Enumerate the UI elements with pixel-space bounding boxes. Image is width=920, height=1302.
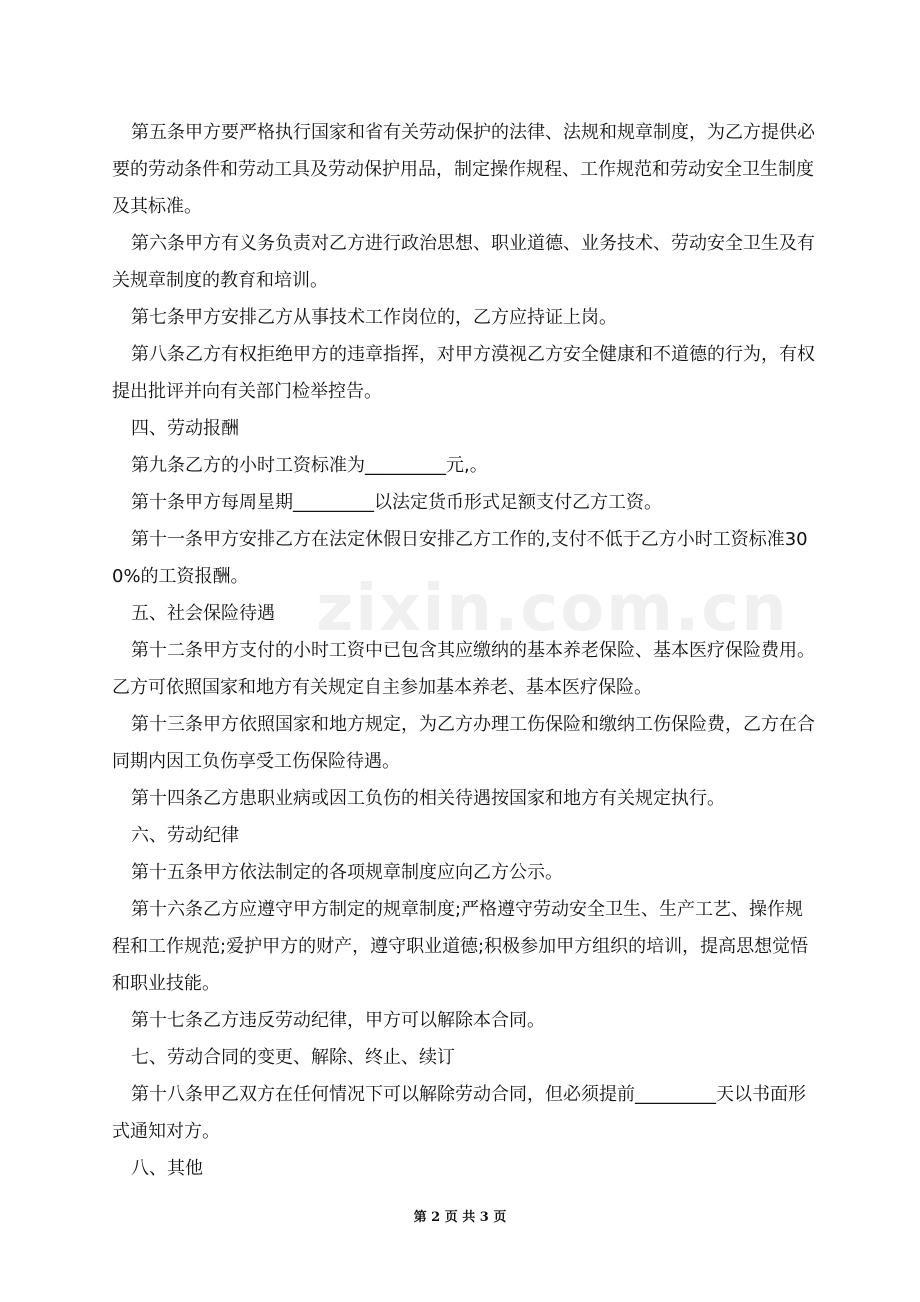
section-heading-4: 四、劳动报酬: [131, 418, 239, 439]
paragraph-article-5: 第五条甲方要严格执行国家和省有关劳动保护的法律、法规和规章制度，为乙方提供必要的劳动条件和劳动工具及劳动保护用品，制定操作规程、工作规范和劳动安全卫生制度及其标准。: [112, 122, 815, 217]
paragraph-article-13: 第十三条甲方依照国家和地方规定，为乙方办理工伤保险和缴纳工伤保险费，乙方在合同期内因工负伤享受工伤保险待遇。: [112, 714, 815, 772]
paragraph-article-12: 第十二条甲方支付的小时工资中已包含其应缴纳的基本养老保险、基本医疗保险费用。乙方可依照国家和地方有关规定自主参加基本养老、基本医疗保险。: [112, 640, 815, 698]
paragraph-article-9: 第九条乙方的小时工资标准为_________元,。: [131, 455, 488, 476]
paragraph-article-10: 第十条甲方每周星期_________以法定货币形式足额支付乙方工资。: [131, 492, 662, 513]
section-heading-8: 八、其他: [131, 1158, 203, 1179]
paragraph-article-16: 第十六条乙方应遵守甲方制定的规章制度;严格遵守劳动安全卫生、生产工艺、操作规程和工作规范;爱护甲方的财产，遵守职业道德;积极参加甲方组织的培训，提高思想觉悟和职业技能。: [112, 899, 809, 994]
section-heading-6: 六、劳动纪律: [131, 825, 239, 846]
paragraph-article-8: 第八条乙方有权拒绝甲方的违章指挥，对甲方漠视乙方安全健康和不道德的行为，有权提出批评并向有关部门检举控告。: [112, 344, 815, 402]
watermark: zixin.com.cn: [316, 572, 789, 646]
section-heading-5: 五、社会保险待遇: [131, 603, 275, 624]
document-body: [112, 114, 818, 1187]
paragraph-article-18: 第十八条甲乙双方在任何情况下可以解除劳动合同，但必须提前_________天以书面形式通知对方。: [112, 1084, 806, 1142]
paragraph-article-14: 第十四条乙方患职业病或因工负伤的相关待遇按国家和地方有关规定执行。: [131, 788, 725, 809]
paragraph-article-7: 第七条甲方安排乙方从事技术工作岗位的，乙方应持证上岗。: [131, 307, 617, 328]
section-heading-7: 七、劳动合同的变更、解除、终止、续订: [131, 1047, 455, 1068]
paragraph-article-15: 第十五条甲方依法制定的各项规章制度应向乙方公示。: [131, 862, 563, 883]
paragraph-article-11: 第十一条甲方安排乙方在法定休假日安排乙方工作的,支付不低于乙方小时工资标准300%的工资报酬。: [112, 529, 808, 587]
paragraph-article-6: 第六条甲方有义务负责对乙方进行政治思想、职业道德、业务技术、劳动安全卫生及有关规章制度的教育和培训。: [112, 233, 815, 291]
page-number-footer: 第 2 页 共 3 页: [413, 1210, 507, 1225]
paragraph-article-17: 第十七条乙方违反劳动纪律，甲方可以解除本合同。: [131, 1010, 545, 1031]
